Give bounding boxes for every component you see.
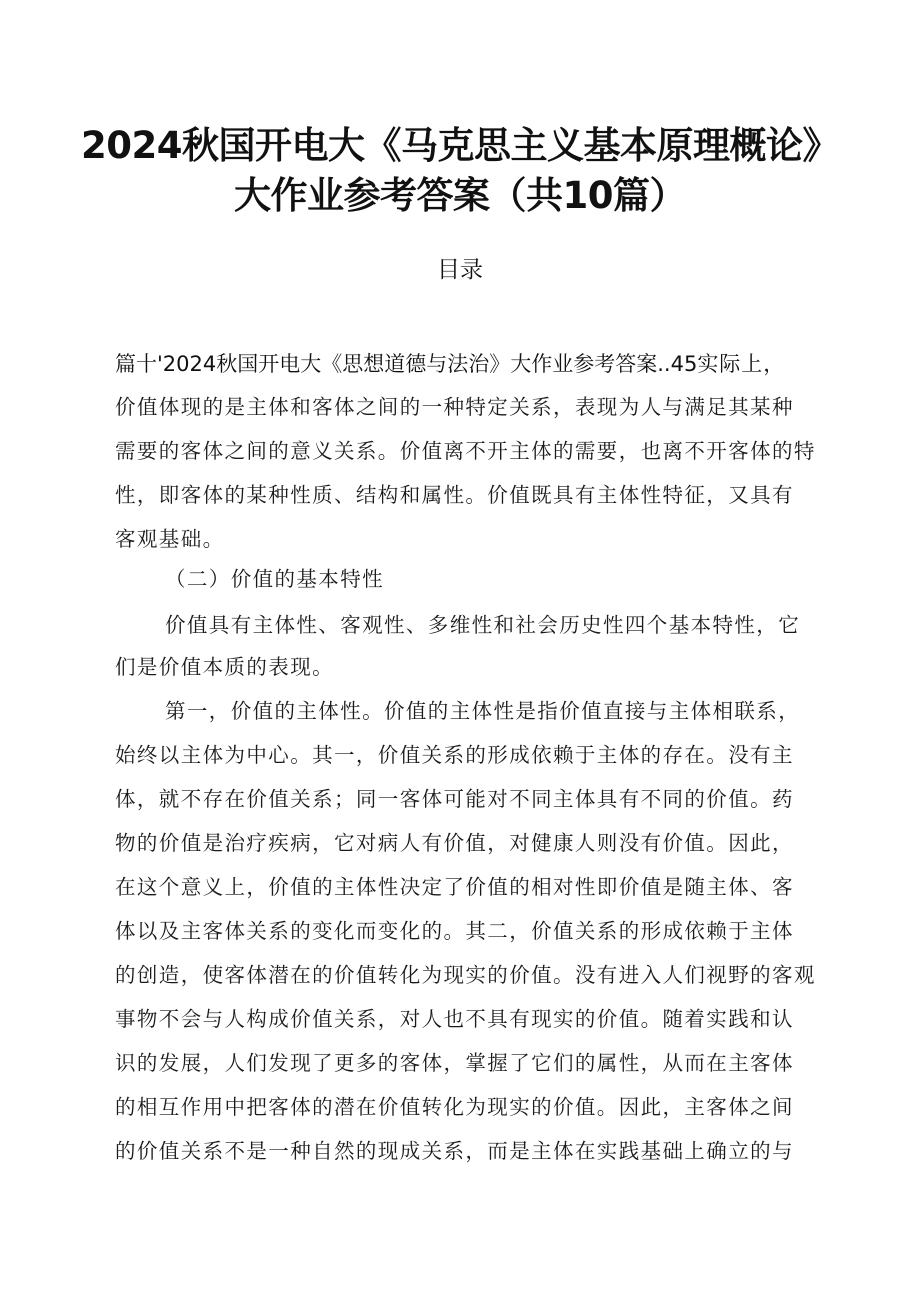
section-subheading: （二）价值的基本特性 bbox=[165, 567, 384, 591]
toc-heading: 目录 bbox=[437, 257, 483, 283]
paragraph-line: 识的发展，人们发现了更多的客体，掌握了它们的属性，从而在主客体 bbox=[115, 1051, 794, 1075]
paragraph-line: 们是价值本质的表现。 bbox=[115, 655, 334, 679]
paragraph-line: 价值体现的是主体和客体之间的一种特定关系，表现为人与满足其某种 bbox=[115, 395, 794, 419]
toc-entry-page-number: 45 bbox=[670, 352, 698, 376]
paragraph-line: 的创造，使客体潜在的价值转化为现实的价值。没有进入人们视野的客观 bbox=[115, 963, 816, 987]
toc-entry-title: 篇十'2024秋国开电大《思想道德与法治》大作业参考答案.. bbox=[115, 352, 671, 376]
paragraph-line: 需要的客体之间的意义关系。价值离不开主体的需要，也离不开客体的特 bbox=[115, 439, 816, 463]
paragraph-line: 事物不会与人构成价值关系，对人也不具有现实的价值。随着实践和认 bbox=[115, 1007, 794, 1031]
paragraph-line: 体，就不存在价值关系；同一客体可能对不同主体具有不同的价值。药 bbox=[115, 787, 794, 811]
document-title-line-2: 大作业参考答案（共10篇） bbox=[234, 174, 686, 217]
paragraph-line: 性，即客体的某种性质、结构和属性。价值既具有主体性特征，又具有 bbox=[115, 483, 794, 507]
toc-entry[interactable] bbox=[115, 343, 835, 385]
document-title-line-1: 2024秋国开电大《马克思主义基本原理概论》 bbox=[81, 124, 839, 167]
paragraph-line: 在这个意义上，价值的主体性决定了价值的相对性即价值是随主体、客 bbox=[115, 875, 794, 899]
paragraph-line: 第一，价值的主体性。价值的主体性是指价值直接与主体相联系， bbox=[165, 699, 801, 723]
paragraph-line: 始终以主体为中心。其一，价值关系的形成依赖于主体的存在。没有主 bbox=[115, 743, 794, 767]
paragraph-line: 物的价值是治疗疾病，它对病人有价值，对健康人则没有价值。因此， bbox=[115, 831, 794, 855]
paragraph-line: 的相互作用中把客体的潜在价值转化为现实的价值。因此，主客体之间 bbox=[115, 1095, 794, 1119]
paragraph-line: 体以及主客体关系的变化而变化的。其二，价值关系的形成依赖于主体 bbox=[115, 919, 794, 943]
paragraph-line: 客观基础。 bbox=[115, 527, 225, 551]
toc-trailing-text: 实际上， bbox=[697, 352, 786, 376]
paragraph-line: 价值具有主体性、客观性、多维性和社会历史性四个基本特性，它 bbox=[165, 613, 801, 637]
paragraph-line: 的价值关系不是一种自然的现成关系，而是主体在实践基础上确立的与 bbox=[115, 1139, 794, 1163]
